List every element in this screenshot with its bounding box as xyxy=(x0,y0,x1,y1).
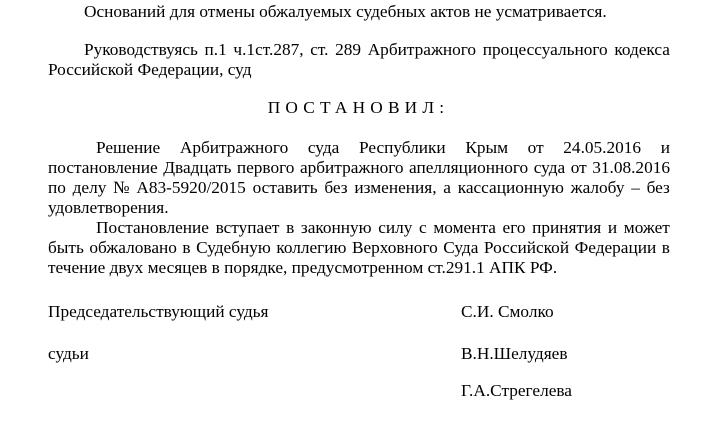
word: Российской xyxy=(483,238,570,257)
word: быть xyxy=(48,238,84,257)
word: кассационную xyxy=(457,178,564,197)
word: Руководствуясь xyxy=(84,40,198,59)
word: силу xyxy=(378,218,413,237)
word: изменения, xyxy=(354,178,437,197)
word: Крым xyxy=(465,138,509,157)
word: его xyxy=(502,218,526,237)
word: Арбитражного xyxy=(179,138,289,157)
word: первого xyxy=(236,158,295,177)
word: без xyxy=(324,178,348,197)
word: 289 xyxy=(335,40,362,59)
word: Республики xyxy=(358,138,446,157)
word: обжаловано xyxy=(89,238,177,257)
word: апелляционного xyxy=(409,158,529,177)
paragraph-no-grounds: Оснований для отмены обжалуемых судебных актов не усматривается. xyxy=(84,2,607,21)
presiding-judge-name: С.И. Смолко xyxy=(461,302,554,321)
word: от xyxy=(570,158,587,177)
word: арбитражного xyxy=(299,158,404,177)
word: суда xyxy=(307,138,340,157)
word: с xyxy=(419,218,427,237)
word: – xyxy=(631,178,640,197)
judges-label: судьи xyxy=(48,344,89,363)
resolution-heading: ПОСТАНОВИЛ: xyxy=(267,98,450,117)
paragraph-decision-line-3 xyxy=(48,178,670,198)
word: Федерации xyxy=(574,238,657,257)
word: от xyxy=(527,138,544,157)
paragraph-decision-last-line: удовлетворения. xyxy=(48,198,169,217)
word: вступает xyxy=(215,218,280,237)
word: в xyxy=(661,238,670,257)
word: Арбитражного xyxy=(367,40,477,59)
paragraph-entry-into-force-last-line: течение двух месяцев в порядке, предусмотренном ст.291.1 АПК РФ. xyxy=(48,258,558,277)
paragraph-guided-by-line-1 xyxy=(84,40,670,60)
paragraph-decision xyxy=(48,138,670,218)
word: 31.08.2016 xyxy=(592,158,670,177)
word: принятия xyxy=(532,218,602,237)
paragraph-entry-into-force-line-1 xyxy=(48,218,670,238)
word: А83-5920/2015 xyxy=(136,178,246,197)
presiding-judge-label: Председательствующий судья xyxy=(48,302,269,321)
word: ст. xyxy=(310,40,329,59)
word: в xyxy=(182,238,191,257)
word: может xyxy=(623,218,670,237)
word: п.1 xyxy=(204,40,227,59)
word: по xyxy=(48,178,66,197)
word: Судебную xyxy=(196,238,271,257)
judge-2-name: Г.А.Стрегелева xyxy=(461,381,572,400)
word: жалобу xyxy=(570,178,625,197)
paragraph-entry-into-force xyxy=(48,218,670,278)
word: суда xyxy=(533,158,566,177)
word: постановление xyxy=(48,158,158,177)
word: Решение xyxy=(96,138,161,157)
word: а xyxy=(443,178,451,197)
word: в xyxy=(286,218,295,237)
paragraph-guided-by xyxy=(84,40,670,60)
word: оставить xyxy=(252,178,318,197)
word: Верховного xyxy=(351,238,438,257)
word: законную xyxy=(300,218,372,237)
judge-1-name: В.Н.Шелудяев xyxy=(461,344,568,363)
word: процессуального xyxy=(482,40,608,59)
paragraph-entry-into-force-line-2 xyxy=(48,238,670,258)
word: Постановление xyxy=(96,218,209,237)
word: делу xyxy=(72,178,107,197)
word: момента xyxy=(433,218,496,237)
word: кодекса xyxy=(614,40,670,59)
word: и xyxy=(660,138,670,157)
word: без xyxy=(646,178,670,197)
paragraph-decision-line-2 xyxy=(48,158,670,178)
paragraph-decision-line-1 xyxy=(48,138,670,158)
word: 24.05.2016 xyxy=(563,138,642,157)
word: Суда xyxy=(443,238,479,257)
word: Двадцать xyxy=(163,158,232,177)
word: № xyxy=(113,178,130,197)
word: коллегию xyxy=(276,238,347,257)
paragraph-guided-by-line-2: Российской Федерации, суд xyxy=(48,60,252,79)
word: и xyxy=(607,218,618,237)
word: ч.1ст.287, xyxy=(233,40,304,59)
